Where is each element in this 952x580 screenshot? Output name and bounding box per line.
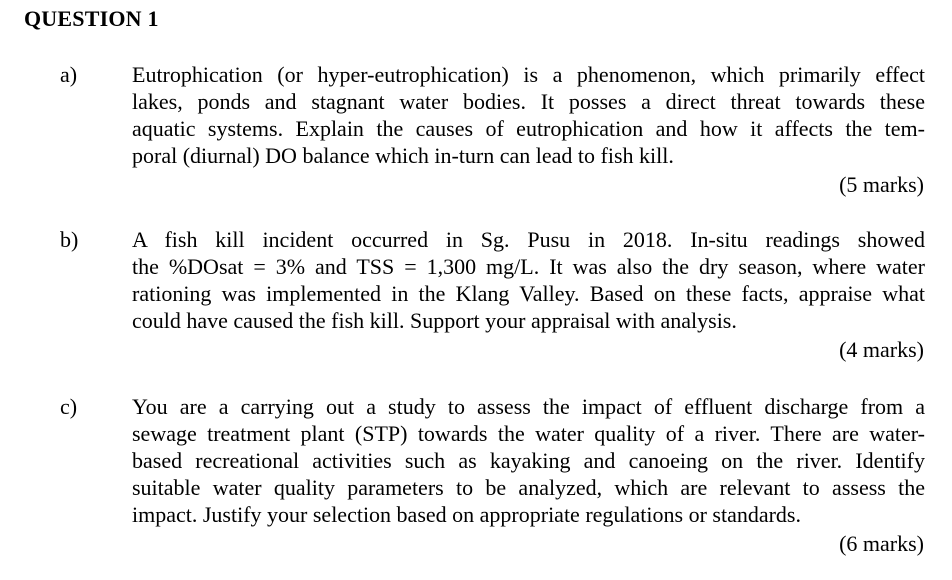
part-a-marks: (5 marks)	[839, 172, 924, 197]
part-b-line-4: could have caused the fish kill. Support your appraisal with analysis.	[132, 308, 737, 333]
part-a-line-2: lakes, ponds and stagnant water bodies. It posses a direct threat towards these	[132, 89, 925, 114]
part-a-line-1: Eutrophication (or hyper-eutrophication) is a phenomenon, which primarily effect	[132, 62, 925, 87]
part-a-line-4: poral (diurnal) DO balance which in-turn can lead to fish kill.	[132, 143, 674, 168]
part-c-marks: (6 marks)	[839, 531, 924, 556]
question-heading: QUESTION 1	[24, 6, 159, 31]
part-b-text	[132, 226, 925, 334]
part-c-label: c)	[60, 394, 78, 419]
part-b-label: b)	[60, 227, 79, 252]
part-a-line-3: aquatic systems. Explain the causes of eutrophication and how it affects the tem-	[132, 116, 925, 141]
part-c-line-2: sewage treatment plant (STP) towards the water quality of a river. There are water-	[132, 421, 925, 446]
part-b-line-1: A fish kill incident occurred in Sg. Pusu in 2018. In-situ readings showed	[132, 227, 925, 252]
part-c-line-3: based recreational activities such as kayaking and canoeing on the river. Identify	[132, 448, 925, 473]
part-c-line-1: You are a carrying out a study to assess the impact of effluent discharge from a	[132, 394, 925, 419]
part-b-line-3: rationing was implemented in the Klang Valley. Based on these facts, appraise what	[132, 281, 925, 306]
part-c-line-4: suitable water quality parameters to be analyzed, which are relevant to assess the	[132, 475, 925, 500]
part-a-text	[132, 61, 925, 169]
part-a-label: a)	[60, 62, 78, 87]
part-c-text	[132, 393, 925, 528]
part-b-marks: (4 marks)	[839, 337, 924, 362]
part-b-line-2: the %DOsat = 3% and TSS = 1,300 mg/L. It was also the dry season, where water	[132, 254, 925, 279]
part-c-line-5: impact. Justify your selection based on appropriate regulations or standards.	[132, 502, 801, 527]
